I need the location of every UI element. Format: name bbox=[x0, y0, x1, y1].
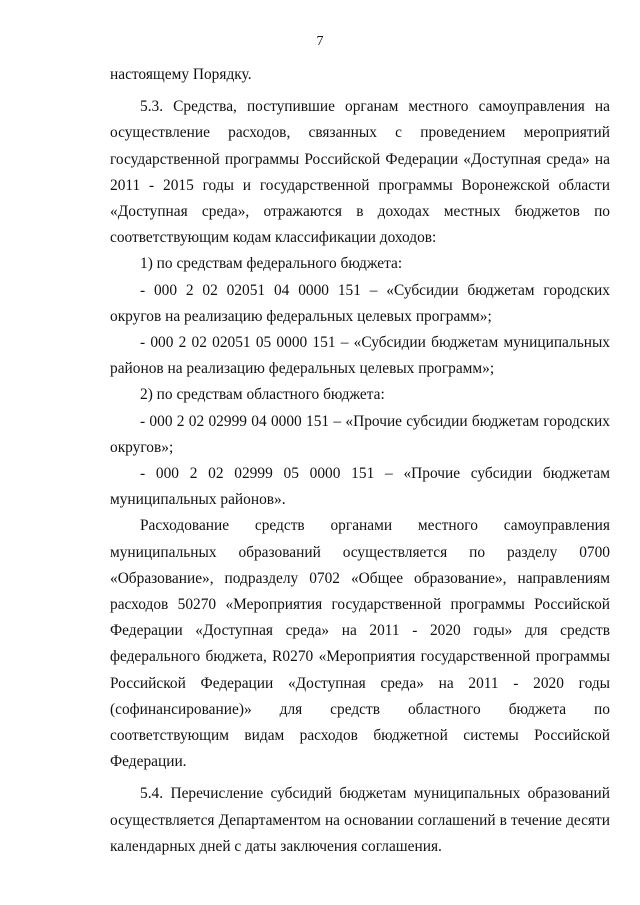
list-regional-budget-heading: 2) по средствам областного бюджета: bbox=[140, 386, 385, 404]
document-body bbox=[110, 62, 610, 860]
list-item-code-02999-04: - 000 2 02 02999 04 0000 151 – «Прочие субсидии бюджетам городских округов»; bbox=[110, 412, 610, 456]
paragraph-5-4: 5.4. Перечисление субсидий бюджетам муниципальных образований осуществляется Департаментом на основании соглашений в течение десяти календарных дней с даты заключения соглашения. bbox=[110, 785, 610, 855]
list-item-code-02051-05: - 000 2 02 02051 05 0000 151 – «Субсидии бюджетам муниципальных районов на реализацию федеральных целевых программ»; bbox=[110, 334, 610, 378]
list-item-code-02999-05: - 000 2 02 02999 05 0000 151 – «Прочие субсидии бюджетам муниципальных районов». bbox=[110, 465, 610, 509]
list-federal-budget-heading: 1) по средствам федерального бюджета: bbox=[140, 255, 403, 273]
page-number: 7 bbox=[316, 34, 324, 49]
paragraph-5-3: 5.3. Средства, поступившие органам местного самоуправления на осуществление расходов, связанных с проведением мероприятий государственной программы Российской Федерации «Доступная среда» на 2011 - 2015 годы и государственной программы Воронежской области «Доступная среда», отражаются в доходах местных бюджетов по соответствующим кодам классификации доходов: bbox=[110, 98, 610, 247]
paragraph-continuation: настоящему Порядку. bbox=[110, 66, 252, 83]
paragraph-expenditure: Расходование средств органами местного самоуправления муниципальных образований осуществляется по разделу 0700 «Образование», подразделу 0702 «Общее образование», направлениям расходов 50270 «Мероприятия государственной программы Российской Федерации «Доступная среда» на 2011 - 2020 годы» для средств федерального бюджета, R0270 «Мероприятия государственной программы Российской Федерации «Доступная среда» на 2011 - 2020 годы (софинансирование)» для средств областного бюджета по соответствующим видам расходов бюджетной системы Российской Федерации. bbox=[110, 517, 610, 771]
list-item-code-02051-04: - 000 2 02 02051 04 0000 151 – «Субсидии бюджетам городских округов на реализацию федеральных целевых программ»; bbox=[110, 281, 610, 325]
